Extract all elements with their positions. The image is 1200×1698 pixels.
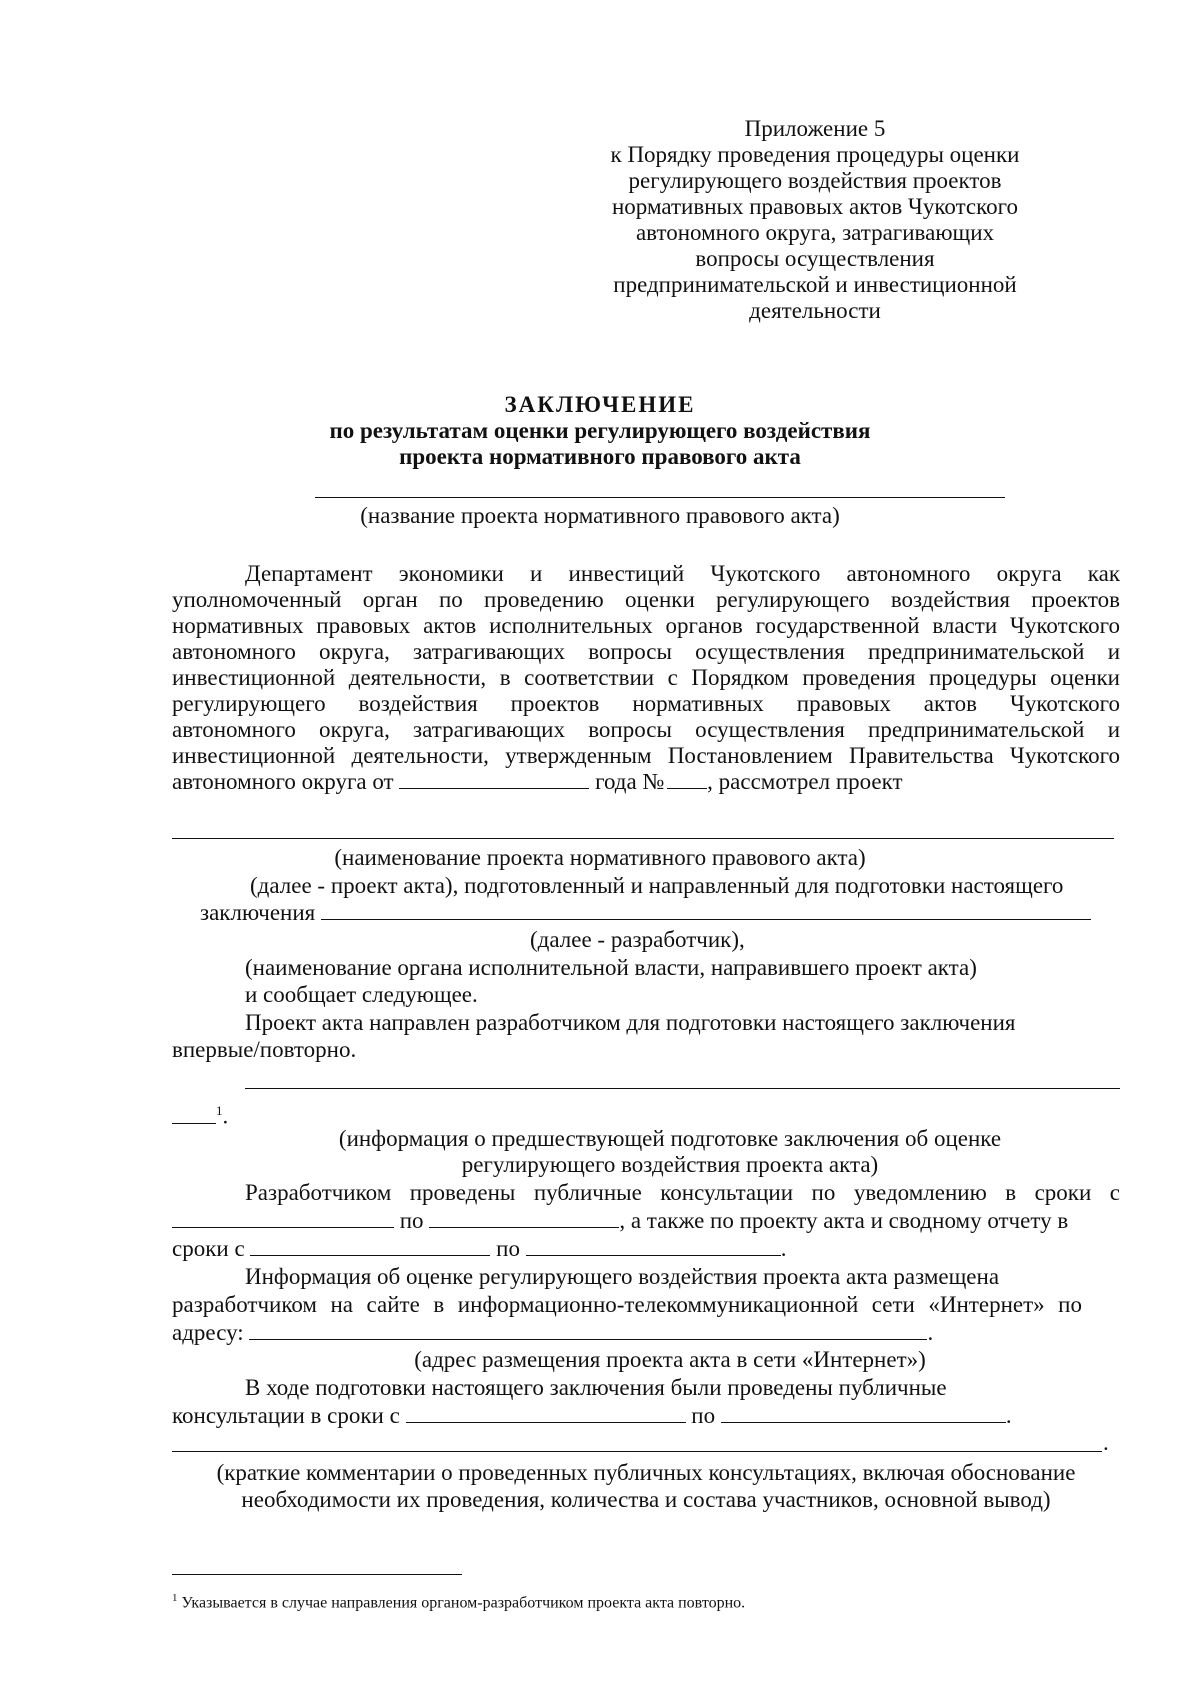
intro-text: автономного округа от	[172, 769, 394, 794]
resolution-number-field	[667, 770, 707, 789]
intro-line-last	[172, 769, 903, 795]
footnote-ref: 1	[216, 1103, 223, 1118]
consult-text: сроки с	[172, 1236, 245, 1261]
appendix-line: автономного округа, затрагивающих	[635, 220, 995, 245]
document-title: ЗАКЛЮЧЕНИЕ	[504, 392, 696, 417]
footnote	[172, 1588, 745, 1613]
conclusion-recipient-field	[321, 901, 1091, 920]
sent-text: впервые/повторно.	[172, 1037, 357, 1062]
intro-line: Департамент экономики и инвестиций Чукотского автономного округа как	[245, 561, 1120, 586]
footnote-text: Указывается в случае направления органом-разработчиком проекта акта повторно.	[181, 1594, 746, 1612]
appendix-line: вопросы осуществления	[695, 246, 935, 271]
project-naming-field	[172, 838, 1114, 839]
comments-field	[172, 1451, 1102, 1452]
info-line	[172, 1320, 933, 1346]
internet-address-caption: (адрес размещения проекта акта в сети «Интернет»)	[414, 1347, 926, 1372]
further-text: заключения	[200, 900, 316, 925]
intro-line: автономного округа, затрагивающих вопросы осуществления предпринимательской и	[172, 717, 1120, 742]
project-name-field	[315, 497, 1005, 498]
period: .	[1005, 1403, 1012, 1428]
intro-text: , рассмотрел проект	[707, 769, 903, 794]
document-subtitle: проекта нормативного правового акта	[399, 444, 801, 469]
comments-caption: (краткие комментарии о проведенных публичных консультациях, включая обоснование	[216, 1460, 1076, 1485]
appendix-line: нормативных правовых актов Чукотского	[612, 194, 1018, 219]
consult-text: по	[399, 1208, 424, 1233]
period: .	[1103, 1430, 1109, 1455]
developer-text: (далее - разработчик),	[530, 927, 745, 952]
during-text: консультации в сроки с	[172, 1403, 400, 1428]
notice-end-date-field	[429, 1209, 619, 1228]
previous-info-caption: (информация о предшествующей подготовке заключения об оценке	[338, 1126, 1002, 1151]
intro-line: инвестиционной деятельности, утвержденным Постановлением Правительства Чукотского	[172, 743, 1120, 768]
act-start-date-field	[250, 1237, 490, 1256]
info-line: разработчиком на сайте в информационно-телекоммуникационной сети «Интернет» по	[172, 1292, 1082, 1317]
consult-start-date-field	[406, 1404, 686, 1423]
further-line: (далее - проект акта), подготовленный и направленный для подготовки настоящего	[250, 873, 1064, 898]
during-text: по	[691, 1403, 716, 1428]
further-line	[200, 900, 1091, 926]
footnote-mark: 1	[172, 1592, 178, 1604]
intro-line: уполномоченный орган по проведению оценки регулирующего воздействия проектов	[172, 587, 1120, 612]
reports-text: и сообщает следующее.	[245, 982, 478, 1007]
period: .	[222, 1103, 229, 1129]
appendix-line: деятельности	[749, 298, 881, 323]
appendix-line: Приложение 5	[744, 116, 886, 141]
internet-address-field	[249, 1321, 927, 1340]
resolution-date-field	[399, 770, 589, 789]
previous-info-field	[245, 1088, 1120, 1089]
act-end-date-field	[526, 1237, 781, 1256]
appendix-line: к Порядку проведения процедуры оценки	[610, 142, 1020, 167]
previous-info-short-field	[172, 1105, 216, 1124]
info-text: адресу:	[172, 1320, 244, 1345]
notice-start-date-field	[172, 1209, 394, 1228]
project-name-caption: (название проекта нормативного правового акта)	[360, 503, 840, 528]
sent-text: Проект акта направлен разработчиком для подготовки настоящего заключения	[245, 1010, 1016, 1035]
consult-line	[172, 1236, 786, 1262]
intro-line: инвестиционной деятельности, в соответствии с Порядком проведения процедуры оценки	[172, 665, 1120, 690]
consult-text: , а также по проекту акта и сводному отчету в	[619, 1208, 1069, 1233]
footnote-separator	[172, 1574, 462, 1575]
during-line: В ходе подготовки настоящего заключения были проведены публичные	[245, 1375, 947, 1400]
period: .	[927, 1320, 934, 1345]
project-naming-caption: (наименование проекта нормативного правового акта)	[334, 845, 866, 870]
document-subtitle: по результатам оценки регулирующего воздействия	[329, 418, 871, 443]
consult-line: Разработчиком проведены публичные консультации по уведомлению в сроки с	[245, 1180, 1120, 1205]
intro-line: регулирующего воздействия проектов нормативных правовых актов Чукотского	[172, 691, 1120, 716]
appendix-line: регулирующего воздействия проектов	[628, 168, 1002, 193]
intro-line: нормативных правовых актов исполнительных органов государственной власти Чукотского	[172, 613, 1120, 638]
appendix-line: предпринимательской и инвестиционной	[613, 272, 1017, 297]
period: .	[780, 1236, 787, 1261]
consult-text: по	[496, 1236, 520, 1261]
during-line	[172, 1403, 1012, 1429]
consult-end-date-field	[721, 1404, 1006, 1423]
previous-info-caption: регулирующего воздействия проекта акта)	[461, 1152, 879, 1177]
intro-line: автономного округа, затрагивающих вопросы осуществления предпринимательской и	[172, 639, 1120, 664]
consult-line	[172, 1208, 1068, 1234]
organ-caption: (наименование органа исполнительной власти, направившего проект акта)	[245, 955, 977, 980]
comments-caption: необходимости их проведения, количества и состава участников, основной вывод)	[241, 1487, 1051, 1512]
previous-info-short	[172, 1098, 228, 1130]
info-line: Информация об оценке регулирующего воздействия проекта акта размещена	[245, 1264, 1000, 1289]
intro-text: года №	[595, 769, 665, 794]
